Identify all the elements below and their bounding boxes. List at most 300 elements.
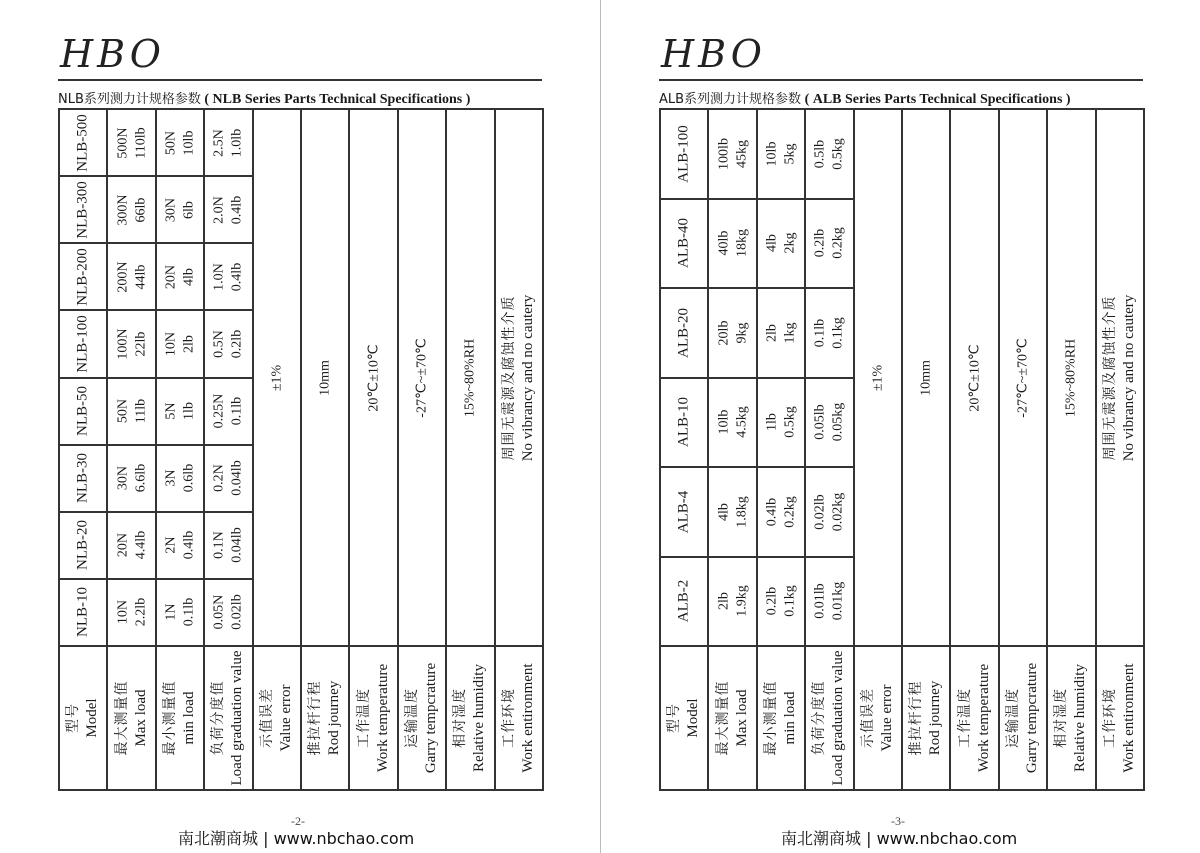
shared-text <box>268 364 286 390</box>
label-cell <box>902 646 950 790</box>
label-text <box>714 681 750 756</box>
max-load-cell <box>708 557 756 647</box>
shared-value: ±1% <box>870 364 886 391</box>
value-primary: 5N <box>163 402 179 420</box>
label-text <box>1053 664 1089 772</box>
min-load-cell <box>156 243 204 310</box>
value-primary: 50N <box>163 130 179 155</box>
max-load-cell <box>107 310 155 377</box>
min-load-cell <box>156 176 204 243</box>
model-name-cell <box>59 445 107 512</box>
shared-value: 10mm <box>918 359 934 396</box>
min-load-cell <box>757 288 805 378</box>
shared-text <box>462 338 480 416</box>
label-cell <box>660 646 708 790</box>
shared-work-temp-cell <box>950 109 998 646</box>
shared-value: -27℃~±70℃ <box>414 337 430 418</box>
value-secondary: 0.6lb <box>180 463 196 493</box>
value-primary: 2N <box>163 536 179 554</box>
shared-transport-temp-cell <box>398 109 446 646</box>
label-en: Load graduation value <box>829 650 846 786</box>
max-load-cell <box>107 445 155 512</box>
max-load-cell <box>708 109 756 199</box>
graduation-cell <box>805 467 853 557</box>
model-name-cell <box>59 176 107 243</box>
value-secondary: 6lb <box>180 200 196 219</box>
value-secondary: 0.1kg <box>830 317 846 349</box>
header-rule <box>58 79 542 81</box>
label-cell <box>950 646 998 790</box>
value-secondary: 2lb <box>180 335 196 353</box>
value-primary: 10N <box>115 600 131 625</box>
graduation-cell <box>204 243 252 310</box>
value-primary: 1N <box>163 603 179 622</box>
model-name-text: NLB-50 <box>74 386 91 437</box>
environment-en: No vibrancy and no cautery <box>1120 294 1137 461</box>
label-en: Work temperature <box>974 663 991 773</box>
max-load-cell-text <box>114 531 149 559</box>
shared-value: 15%~80%RH <box>462 338 478 417</box>
page-heading <box>58 88 470 108</box>
logo: HBO <box>60 32 165 76</box>
value-secondary: 4lb <box>180 267 196 286</box>
model-name-text: NLB-30 <box>74 453 91 504</box>
model-name-cell <box>59 109 107 176</box>
value-primary: 0.1lb <box>812 318 828 347</box>
shared-value: -27℃~±70℃ <box>1015 337 1031 418</box>
footer-site: 南北潮商城 | www.nbchao.com <box>178 829 415 848</box>
label-cell <box>156 646 204 790</box>
label-en: Garry tempcrature <box>422 662 439 774</box>
value-primary: 0.2N <box>211 464 227 493</box>
shared-value-error-cell <box>253 109 301 646</box>
graduation-cell-text <box>211 263 246 291</box>
value-primary: 0.2lb <box>764 587 780 616</box>
value-primary: 30N <box>163 197 179 222</box>
graduation-cell-text <box>812 317 847 349</box>
label-text <box>908 681 944 756</box>
value-secondary: 1kg <box>781 322 797 344</box>
label-zh: 最小测量值 <box>161 680 178 756</box>
value-primary: 100lb <box>716 137 732 170</box>
value-primary: 50N <box>115 399 131 424</box>
model-name-text: ALB-20 <box>675 307 692 358</box>
model-name <box>675 308 694 358</box>
max-load-cell-text <box>715 229 750 257</box>
model-name <box>675 580 694 623</box>
value-secondary: 110lb <box>132 126 148 159</box>
label-text <box>113 681 149 756</box>
value-secondary: 22lb <box>132 331 148 357</box>
label-text <box>65 698 101 737</box>
label-zh: 相对湿度 <box>1053 688 1070 748</box>
value-secondary: 0.04lb <box>229 527 245 564</box>
min-load-cell <box>156 310 204 377</box>
min-load-cell-text <box>763 586 798 618</box>
value-secondary: 2kg <box>781 232 797 254</box>
value-secondary: 2.2lb <box>132 598 148 627</box>
graduation-cell <box>204 579 252 646</box>
value-primary: 1lb <box>764 413 780 432</box>
label-zh: 工作温度 <box>956 688 973 749</box>
max-load-cell-text <box>715 138 750 170</box>
value-secondary: 44lb <box>132 264 148 290</box>
max-load-cell-text <box>715 407 750 439</box>
shared-environment-cell <box>1096 109 1144 646</box>
graduation-cell-text <box>211 460 246 495</box>
heading-en: ( NLB Series Parts Technical Specifications ) <box>204 92 471 107</box>
label-en: Garry tempcrature <box>1023 662 1040 774</box>
value-secondary: 0.4lb <box>180 531 196 560</box>
value-primary: 0.02lb <box>812 494 828 530</box>
shared-value: ±1% <box>269 364 285 391</box>
label-cell <box>999 646 1047 790</box>
graduation-cell <box>805 288 853 378</box>
page-heading <box>659 88 1071 108</box>
shared-humidity-cell <box>446 109 494 646</box>
shared-humidity-cell <box>1047 109 1095 646</box>
label-text <box>1005 663 1041 773</box>
max-load-cell-text <box>715 320 750 345</box>
value-primary: 0.25N <box>211 393 227 429</box>
value-primary: 3N <box>163 469 179 487</box>
shared-text <box>316 360 334 396</box>
label-en: Max load <box>131 689 148 747</box>
value-secondary: 18kg <box>733 229 749 258</box>
label-cell <box>708 646 756 790</box>
value-secondary: 0.4lb <box>229 262 245 292</box>
label-text <box>404 663 440 773</box>
value-secondary: 1.0lb <box>229 128 245 157</box>
label-en: Load graduation value <box>228 650 245 786</box>
shared-transport-temp-cell <box>999 109 1047 646</box>
model-name-cell <box>59 243 107 310</box>
max-load-cell-text <box>114 261 149 292</box>
label-text <box>763 681 799 756</box>
logo: HBO <box>661 32 766 76</box>
model-name-text: NLB-200 <box>74 248 91 306</box>
label-en: Model <box>684 698 701 738</box>
label-en: Work entironment <box>519 663 536 773</box>
max-load-cell <box>708 288 756 378</box>
page-number: -3- <box>891 814 905 828</box>
model-name <box>74 114 93 172</box>
model-name <box>74 248 93 306</box>
label-cell <box>1096 646 1144 790</box>
graduation-cell <box>204 109 252 176</box>
label-zh: 运输温度 <box>403 688 420 749</box>
value-primary: 2lb <box>764 323 780 342</box>
value-secondary: 0.4lb <box>229 195 245 224</box>
value-primary: 10N <box>163 331 179 356</box>
model-name-text: NLB-10 <box>74 587 91 638</box>
shared-rod-journey-cell <box>301 109 349 646</box>
label-zh: 负荷分度值 <box>811 680 828 756</box>
shared-rod-journey-cell <box>902 109 950 646</box>
min-load-cell-text <box>162 130 197 155</box>
shared-value: 20℃±10℃ <box>365 343 381 412</box>
shared-value: 20℃±10℃ <box>966 343 982 412</box>
model-name <box>74 315 93 373</box>
label-cell <box>757 646 805 790</box>
model-name-text: ALB-4 <box>675 490 692 533</box>
label-text <box>162 681 198 756</box>
value-secondary: 11lb <box>132 398 148 424</box>
graduation-cell-text <box>812 403 847 442</box>
model-name-cell <box>660 378 708 468</box>
value-primary: 300N <box>115 194 131 226</box>
min-load-cell <box>757 378 805 468</box>
min-load-cell <box>757 199 805 289</box>
label-cell <box>59 646 107 790</box>
spec-table <box>58 108 544 791</box>
label-cell <box>446 646 494 790</box>
max-load-cell-text <box>715 496 750 528</box>
value-primary: 30N <box>115 466 131 491</box>
value-primary: 0.05N <box>211 595 227 630</box>
value-primary: 10lb <box>764 141 780 167</box>
max-load-cell-text <box>715 586 750 618</box>
value-secondary: 0.5kg <box>830 138 846 170</box>
value-secondary: 45kg <box>733 139 749 168</box>
value-primary: 4lb <box>764 234 780 253</box>
min-load-cell <box>757 109 805 199</box>
label-zh: 最小测量值 <box>762 680 779 756</box>
model-name-cell <box>59 310 107 377</box>
value-primary: 40lb <box>716 230 732 256</box>
value-primary: 20lb <box>716 320 732 346</box>
model-name-text: NLB-500 <box>74 113 91 172</box>
shared-text <box>917 360 935 396</box>
label-text <box>860 684 896 751</box>
min-load-cell <box>156 109 204 176</box>
shared-value: 10mm <box>317 359 333 396</box>
model-name <box>74 520 93 570</box>
value-secondary: 66lb <box>132 197 148 223</box>
label-text <box>307 681 343 756</box>
model-name-text: ALB-40 <box>675 218 692 269</box>
shared-text <box>869 364 887 390</box>
max-load-cell <box>107 512 155 579</box>
shared-text <box>1102 294 1138 461</box>
graduation-cell <box>204 176 252 243</box>
model-name-cell <box>59 378 107 445</box>
label-en: min load <box>781 691 798 745</box>
value-secondary: 0.05kg <box>830 403 846 442</box>
min-load-cell <box>156 378 204 445</box>
shared-work-temp-cell <box>349 109 397 646</box>
shared-value-error-cell <box>854 109 902 646</box>
model-name-cell <box>59 579 107 646</box>
heading-en: ( ALB Series Parts Technical Specifications ) <box>804 92 1071 107</box>
shared-text <box>966 344 984 411</box>
graduation-cell-text <box>812 493 847 532</box>
value-primary: 0.5lb <box>812 139 828 168</box>
value-primary: 0.05lb <box>812 404 828 440</box>
label-zh: 推拉杆行程 <box>908 680 925 756</box>
graduation-cell <box>204 512 252 579</box>
label-en: Model <box>83 698 100 738</box>
graduation-cell <box>204 445 252 512</box>
min-load-cell <box>757 467 805 557</box>
label-text <box>666 698 702 737</box>
min-load-cell-text <box>162 265 197 289</box>
max-load-cell <box>107 176 155 243</box>
graduation-cell-text <box>211 394 246 429</box>
value-secondary: 0.04lb <box>229 460 245 496</box>
value-secondary: 9kg <box>733 322 749 344</box>
graduation-cell <box>805 378 853 468</box>
label-en: Value error <box>277 684 294 752</box>
min-load-cell <box>156 579 204 646</box>
label-text <box>355 664 391 772</box>
label-cell <box>495 646 543 790</box>
max-load-cell <box>708 467 756 557</box>
label-text <box>259 684 295 751</box>
graduation-cell-text <box>812 138 847 170</box>
label-cell <box>253 646 301 790</box>
label-text <box>501 663 537 772</box>
label-zh: 型号 <box>666 703 683 734</box>
shared-text <box>365 344 383 411</box>
model-name-text: ALB-100 <box>675 125 692 183</box>
max-load-cell <box>708 199 756 289</box>
value-primary: 2.0N <box>211 195 227 224</box>
value-secondary: 0.2kg <box>781 496 797 528</box>
graduation-cell-text <box>211 330 246 358</box>
label-en: Value error <box>878 684 895 752</box>
max-load-cell <box>107 243 155 310</box>
min-load-cell-text <box>763 496 798 528</box>
label-zh: 型号 <box>65 703 82 734</box>
value-secondary: 4.5kg <box>733 406 749 438</box>
environment-zh: 周围无震源及腐蚀性介质 <box>1101 295 1118 461</box>
value-secondary: 1lb <box>180 402 196 421</box>
label-zh: 示值误差 <box>258 688 275 749</box>
graduation-cell <box>805 199 853 289</box>
shared-environment-cell <box>495 109 543 646</box>
max-load-cell-text <box>114 399 149 423</box>
label-en: Work temperature <box>373 663 390 773</box>
graduation-cell-text <box>211 528 246 563</box>
label-text <box>1102 663 1138 772</box>
value-secondary: 10lb <box>180 130 196 156</box>
graduation-cell <box>204 310 252 377</box>
label-zh: 推拉杆行程 <box>307 680 324 756</box>
label-en: Relative humidity <box>470 664 487 772</box>
label-zh: 最大测量值 <box>113 680 130 756</box>
graduation-cell-text <box>211 595 246 630</box>
label-cell <box>349 646 397 790</box>
model-name-cell <box>660 557 708 647</box>
graduation-cell <box>805 109 853 199</box>
value-secondary: 0.2kg <box>830 227 846 259</box>
min-load-cell-text <box>763 141 798 166</box>
graduation-cell-text <box>812 582 847 621</box>
value-secondary: 1.8kg <box>733 496 749 528</box>
min-load-cell-text <box>763 322 798 343</box>
value-primary: 0.4lb <box>764 497 780 526</box>
graduation-cell <box>805 557 853 647</box>
model-name-text: ALB-10 <box>675 397 692 448</box>
max-load-cell <box>107 579 155 646</box>
label-cell <box>301 646 349 790</box>
model-name-cell <box>59 512 107 579</box>
max-load-cell <box>107 109 155 176</box>
value-primary: 0.1N <box>211 531 227 560</box>
label-cell <box>854 646 902 790</box>
max-load-cell-text <box>114 598 149 626</box>
label-zh: 工作环境 <box>500 688 517 748</box>
max-load-cell-text <box>114 328 149 359</box>
label-cell <box>398 646 446 790</box>
value-secondary: 0.1lb <box>229 396 245 426</box>
min-load-cell <box>156 512 204 579</box>
heading-zh: NLB系列测力计规格参数 <box>58 92 201 107</box>
model-name <box>675 397 694 447</box>
min-load-cell-text <box>162 198 197 222</box>
value-secondary: 0.01kg <box>830 582 846 621</box>
value-secondary: 0.2lb <box>229 329 245 359</box>
graduation-cell-text <box>812 228 847 260</box>
model-name-text: NLB-20 <box>74 520 91 571</box>
value-primary: 2lb <box>716 592 732 611</box>
graduation-cell-text <box>211 195 246 223</box>
max-load-cell <box>107 378 155 445</box>
model-name <box>74 453 93 503</box>
model-name <box>675 491 694 534</box>
label-zh: 工作环境 <box>1101 688 1118 748</box>
value-primary: 500N <box>115 127 131 159</box>
value-secondary: 0.5kg <box>781 406 797 438</box>
value-primary: 4lb <box>716 502 732 521</box>
label-cell <box>805 646 853 790</box>
max-load-cell-text <box>114 127 149 158</box>
min-load-cell-text <box>763 407 798 439</box>
model-name-text: NLB-100 <box>74 315 91 373</box>
label-cell <box>204 646 252 790</box>
model-name <box>675 125 694 183</box>
graduation-cell <box>204 378 252 445</box>
value-secondary: 0.02kg <box>830 492 846 531</box>
model-name-text: ALB-2 <box>675 580 692 623</box>
value-secondary: 4.4lb <box>132 531 148 560</box>
spec-table <box>659 108 1145 791</box>
model-name-cell <box>660 109 708 199</box>
page-number: -2- <box>291 814 305 828</box>
value-primary: 200N <box>115 261 131 293</box>
environment-en: No vibrancy and no cautery <box>519 294 536 461</box>
label-cell <box>1047 646 1095 790</box>
shared-text <box>1014 338 1032 417</box>
value-primary: 0.2lb <box>812 229 828 258</box>
graduation-cell-text <box>211 128 246 156</box>
label-en: Work entironment <box>1120 663 1137 773</box>
label-en: min load <box>180 691 197 745</box>
right-page <box>601 0 1200 853</box>
label-zh: 最大测量值 <box>714 680 731 756</box>
min-load-cell <box>757 557 805 647</box>
model-name <box>74 587 93 637</box>
value-secondary: 0.1lb <box>180 598 196 627</box>
value-secondary: 0.1kg <box>781 585 797 617</box>
model-name-cell <box>660 199 708 289</box>
value-secondary: 5kg <box>781 143 797 165</box>
value-primary: 0.01lb <box>812 583 828 619</box>
value-primary: 0.5N <box>211 330 227 358</box>
min-load-cell-text <box>162 598 197 626</box>
label-en: Relative humidity <box>1071 664 1088 772</box>
